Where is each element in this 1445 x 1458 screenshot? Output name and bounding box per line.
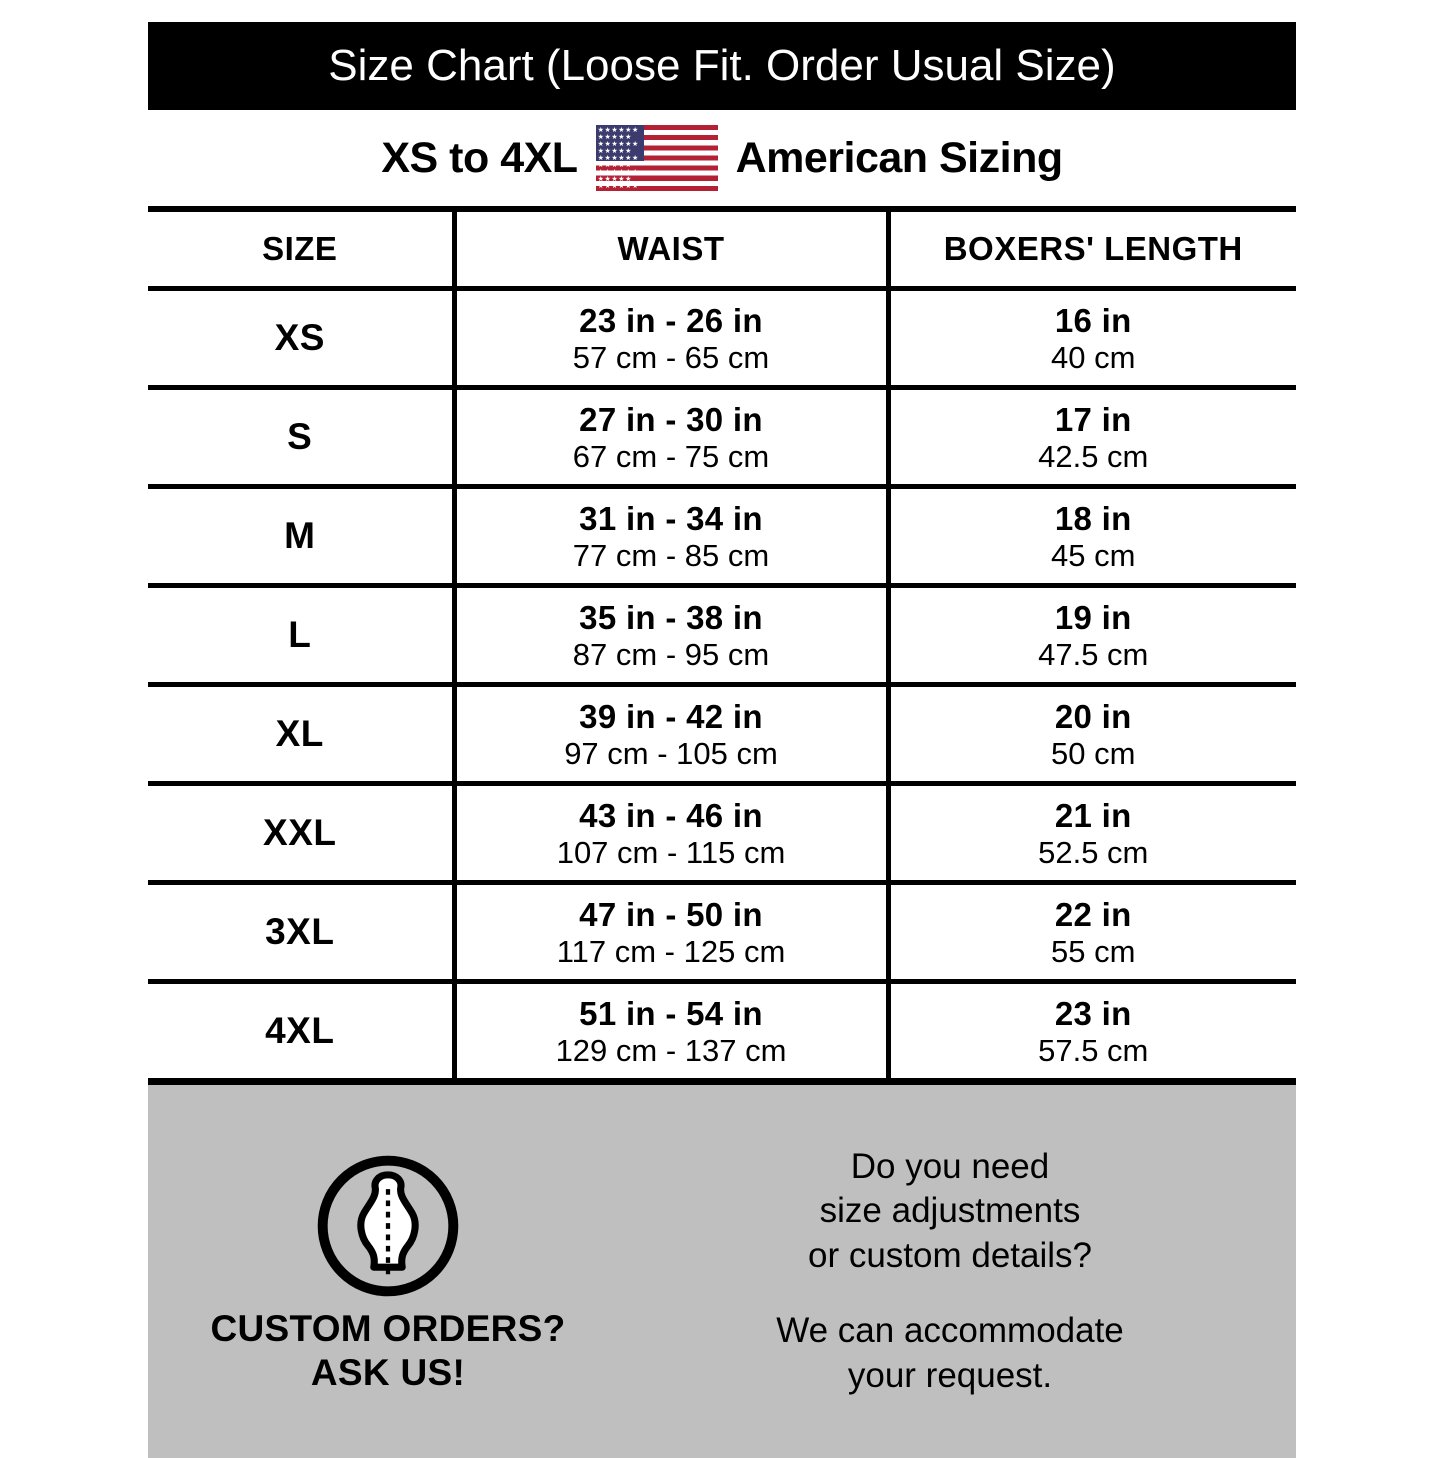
- length-cm: 57.5 cm: [1038, 1032, 1149, 1068]
- cell-waist: [454, 982, 888, 1079]
- cell-waist: [454, 784, 888, 883]
- length-inches: 17 in: [1054, 400, 1132, 438]
- answer-line2: your request.: [847, 1355, 1053, 1395]
- length-inches: 18 in: [1054, 499, 1132, 537]
- table-row: [148, 487, 1296, 586]
- waist-inches: 27 in - 30 in: [579, 400, 763, 438]
- waist-inches: 39 in - 42 in: [579, 697, 763, 735]
- length-cm: 50 cm: [1051, 735, 1136, 771]
- answer-block: [628, 1309, 1272, 1399]
- cell-waist: [454, 883, 888, 982]
- waist-inches: 31 in - 34 in: [579, 499, 763, 537]
- cell-size: 4XL: [148, 982, 454, 1079]
- cell-length: [888, 289, 1296, 388]
- page-title: Size Chart (Loose Fit. Order Usual Size): [148, 22, 1296, 110]
- waist-cm: 57 cm - 65 cm: [572, 339, 770, 375]
- waist-cm: 77 cm - 85 cm: [572, 537, 770, 573]
- length-inches: 20 in: [1054, 697, 1132, 735]
- length-inches: 21 in: [1054, 796, 1132, 834]
- length-cm: 47.5 cm: [1038, 636, 1149, 672]
- cell-length: [888, 685, 1296, 784]
- table-row: [148, 982, 1296, 1079]
- sizing-subtitle: [148, 110, 1296, 206]
- length-inches: 22 in: [1054, 895, 1132, 933]
- cell-size: XXL: [148, 784, 454, 883]
- waist-inches: 23 in - 26 in: [579, 301, 763, 339]
- table-row: [148, 784, 1296, 883]
- cell-waist: [454, 685, 888, 784]
- question-line3: or custom details?: [807, 1236, 1093, 1276]
- cell-waist: [454, 487, 888, 586]
- table-row: [148, 289, 1296, 388]
- cell-size: XS: [148, 289, 454, 388]
- flag-stars: ★★★★★★ ★★★★★ ★★★★★★ ★★★★★ ★★★★★★ ★★★★★ ★★★★★★ ★★★★★ ★★★★★★: [597, 126, 639, 190]
- cell-length: [888, 388, 1296, 487]
- length-cm: 42.5 cm: [1038, 438, 1149, 474]
- table-row: [148, 883, 1296, 982]
- length-cm: 52.5 cm: [1038, 834, 1149, 870]
- dress-form-mannequin-icon: [317, 1155, 459, 1297]
- custom-orders-panel: [148, 1078, 1296, 1458]
- cell-waist: [454, 388, 888, 487]
- waist-inches: 43 in - 46 in: [579, 796, 763, 834]
- cell-waist: [454, 586, 888, 685]
- table-row: [148, 685, 1296, 784]
- cell-size: M: [148, 487, 454, 586]
- custom-orders-line1: CUSTOM ORDERS?: [210, 1307, 566, 1349]
- question-line1: Do you need: [850, 1146, 1050, 1186]
- waist-cm: 87 cm - 95 cm: [572, 636, 770, 672]
- length-inches: 23 in: [1054, 994, 1132, 1032]
- waist-cm: 107 cm - 115 cm: [556, 834, 786, 870]
- cell-length: [888, 784, 1296, 883]
- length-cm: 40 cm: [1051, 339, 1136, 375]
- cell-size: S: [148, 388, 454, 487]
- custom-orders-line2: ASK US!: [310, 1351, 466, 1393]
- waist-cm: 117 cm - 125 cm: [556, 933, 786, 969]
- length-inches: 19 in: [1054, 598, 1132, 636]
- size-table: [148, 206, 1296, 1078]
- cell-length: [888, 883, 1296, 982]
- table-row: [148, 388, 1296, 487]
- waist-cm: 67 cm - 75 cm: [572, 438, 770, 474]
- cell-length: [888, 586, 1296, 685]
- column-header-waist: WAIST: [454, 209, 888, 289]
- answer-line1: We can accommodate: [776, 1310, 1124, 1350]
- question-line2: size adjustments: [819, 1191, 1081, 1231]
- column-header-size: SIZE: [148, 209, 454, 289]
- cell-length: [888, 487, 1296, 586]
- custom-orders-left: [148, 1149, 628, 1394]
- cell-waist: [454, 289, 888, 388]
- waist-cm: 129 cm - 137 cm: [555, 1032, 787, 1068]
- waist-inches: 35 in - 38 in: [579, 598, 763, 636]
- column-header-length: BOXERS' LENGTH: [888, 209, 1296, 289]
- question-block: [628, 1145, 1272, 1279]
- subtitle-range: XS to 4XL: [381, 133, 578, 182]
- length-cm: 45 cm: [1051, 537, 1136, 573]
- table-row: [148, 586, 1296, 685]
- length-inches: 16 in: [1054, 301, 1132, 339]
- cell-length: [888, 982, 1296, 1079]
- waist-inches: 47 in - 50 in: [579, 895, 763, 933]
- subtitle-sizing-label: American Sizing: [735, 133, 1063, 182]
- cell-size: 3XL: [148, 883, 454, 982]
- us-flag-icon: [596, 125, 718, 191]
- table-header-row: [148, 209, 1296, 289]
- custom-orders-text: [628, 1145, 1296, 1399]
- length-cm: 55 cm: [1051, 933, 1136, 969]
- cell-size: L: [148, 586, 454, 685]
- waist-inches: 51 in - 54 in: [579, 994, 763, 1032]
- waist-cm: 97 cm - 105 cm: [564, 735, 778, 771]
- cell-size: XL: [148, 685, 454, 784]
- chart-content: [148, 22, 1296, 1458]
